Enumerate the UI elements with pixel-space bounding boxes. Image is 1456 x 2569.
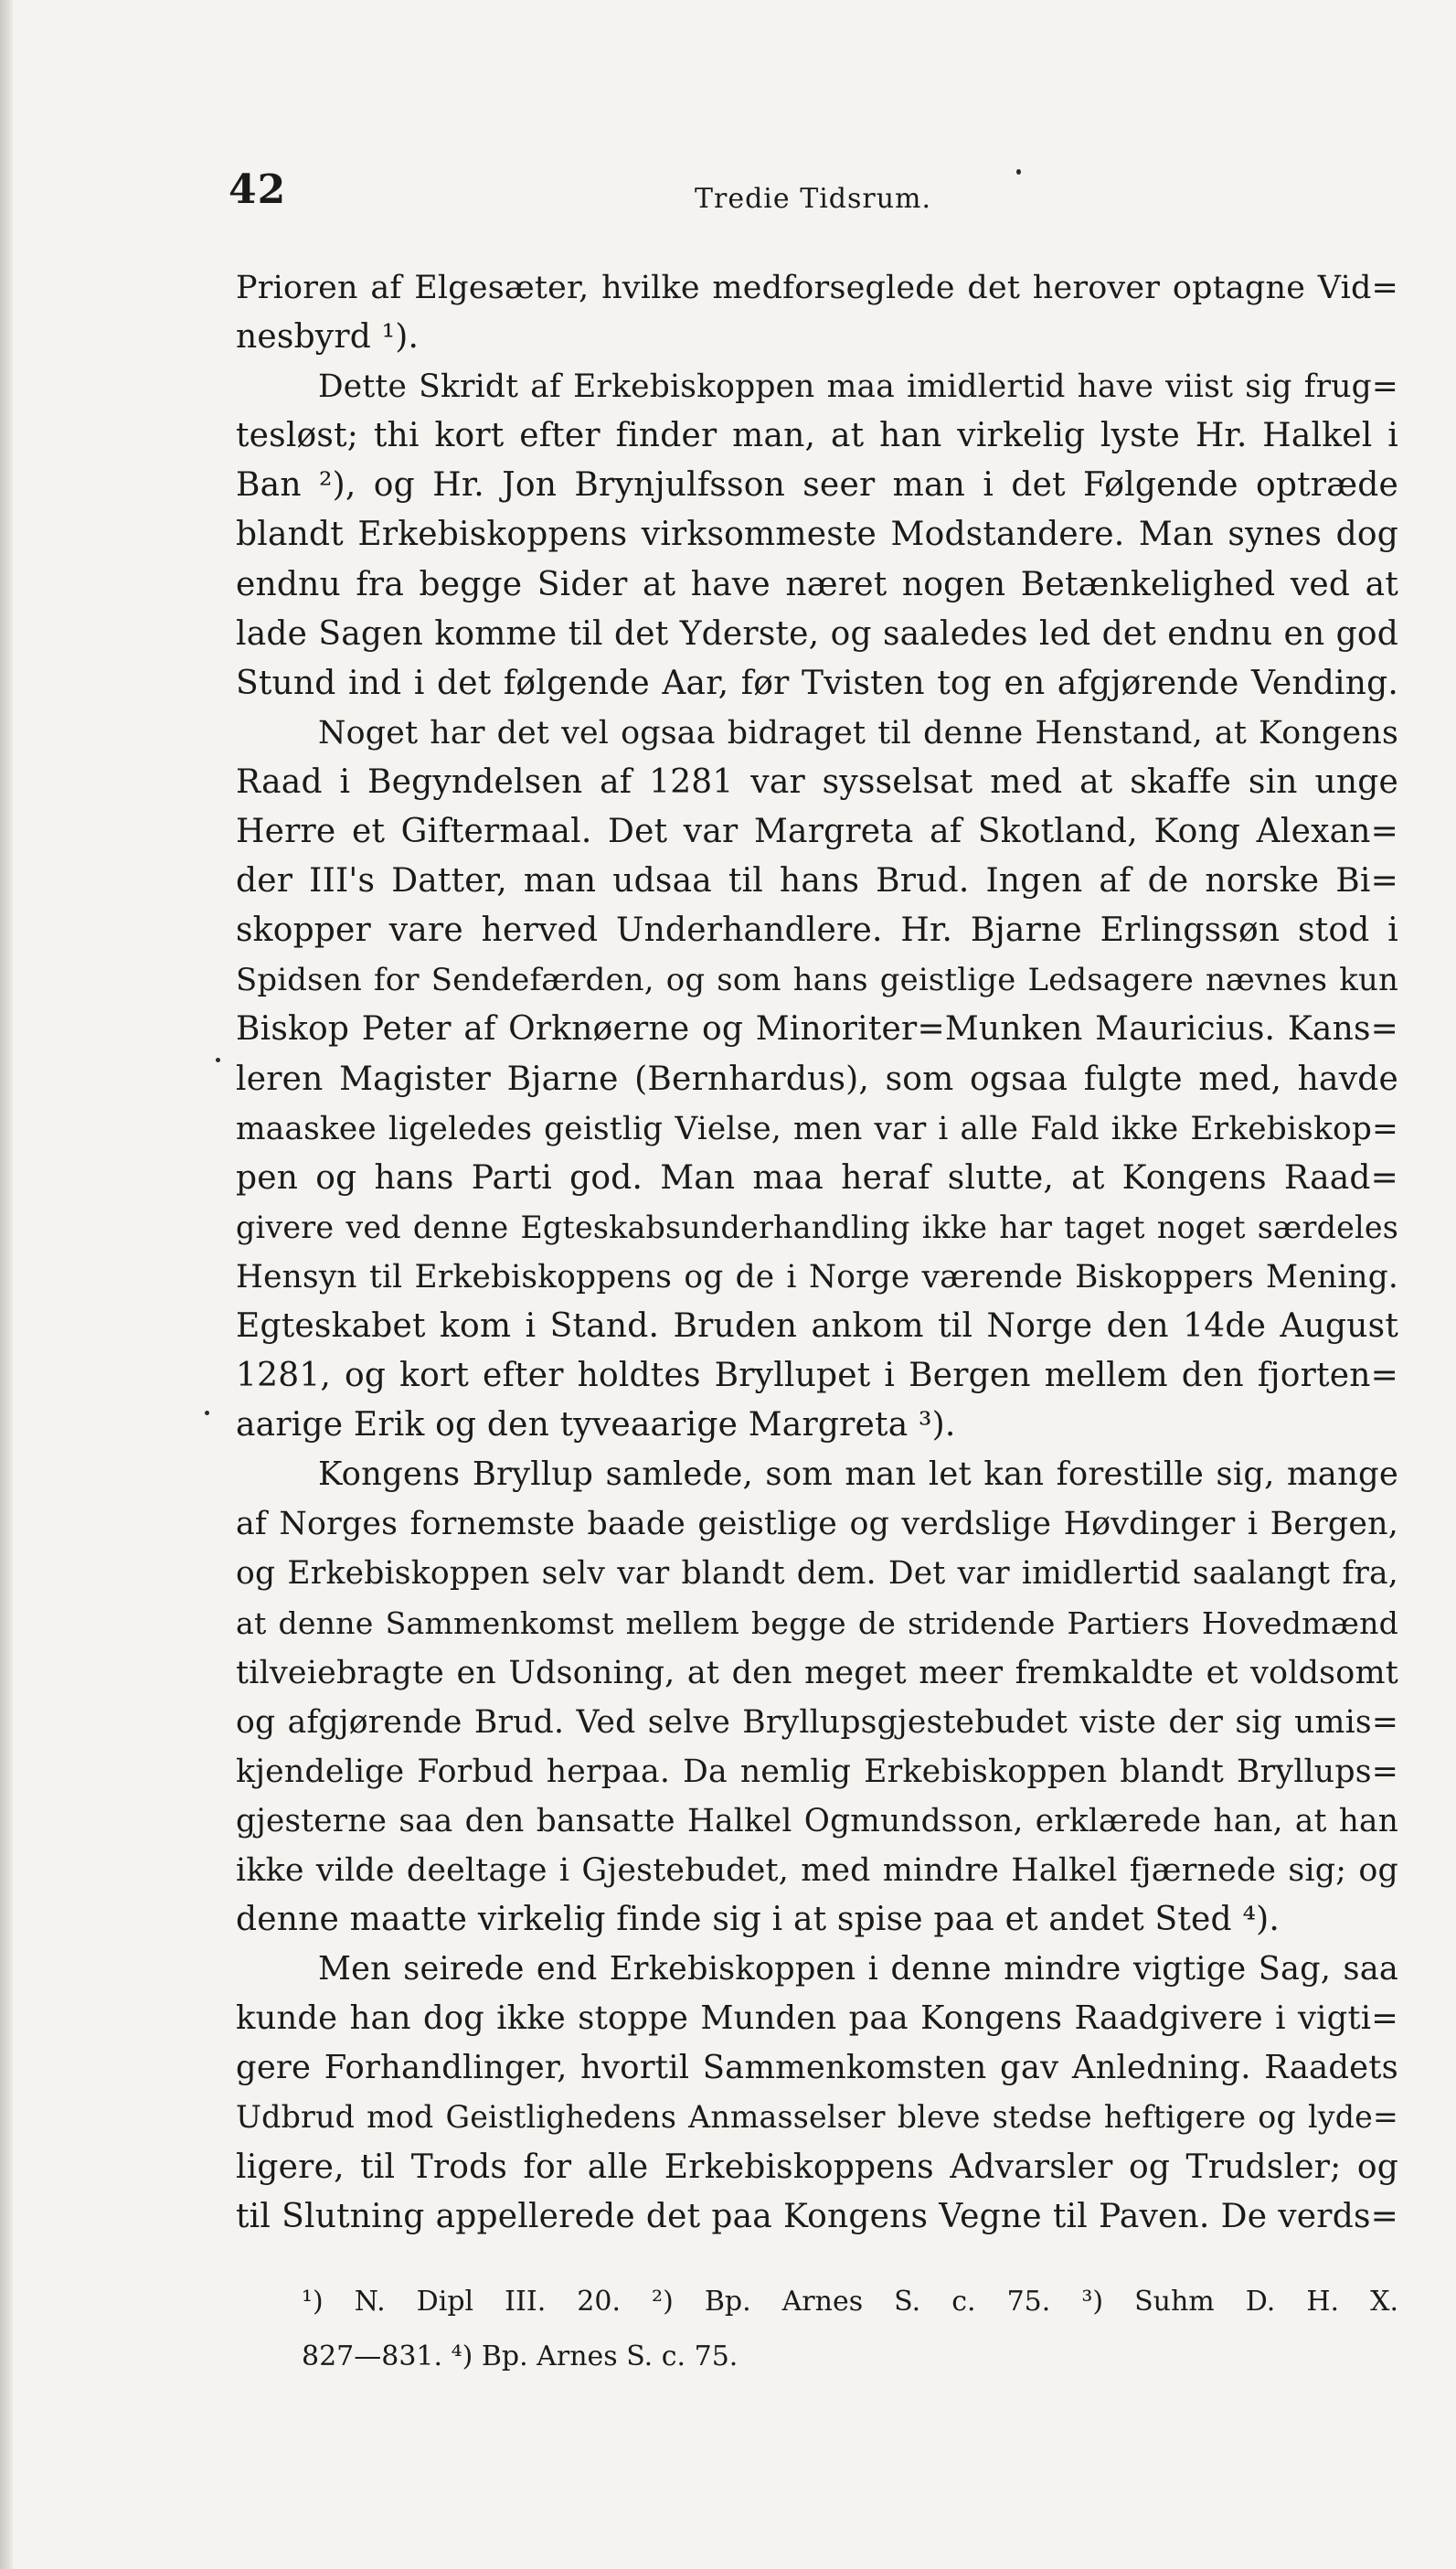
ink-speck [205, 1411, 209, 1415]
text-line: Ban ²), og Hr. Jon Brynjulfsson seer man i det Følgende optræde [236, 466, 1398, 505]
footnotes [302, 2275, 1398, 2384]
page-edge-shadow [0, 0, 13, 2569]
text-line: aarige Erik og den tyveaarige Margreta ³). [236, 1406, 956, 1444]
text-line: Raad i Begyndelsen af 1281 var sysselsat med at skaffe sin unge [236, 762, 1398, 801]
text-line: ikke vilde deeltage i Gjestebudet, med mindre Halkel fjærnede sig; og [236, 1852, 1398, 1889]
text-line: Egteskabet kom i Stand. Bruden ankom til Norge den 14de August [236, 1306, 1398, 1345]
text-line: maaskee ligeledes geistlig Vielse, men var i alle Fald ikke Erkebiskop= [236, 1110, 1398, 1147]
footnote-line: 827—831. ⁴) Bp. Arnes S. c. 75. [302, 2340, 739, 2372]
text-line: nesbyrd ¹). [236, 318, 420, 357]
text-line: endnu fra begge Sider at have næret nogen Betænkelighed ved at [236, 565, 1398, 603]
text-line: Herre et Giftermaal. Det var Margreta af Skotland, Kong Alexan= [236, 813, 1398, 851]
text-line: gjesterne saa den bansatte Halkel Ogmundsson, erklærede han, at han [236, 1802, 1398, 1839]
text-line: til Slutning appellerede det paa Kongens Vegne til Paven. De verds= [236, 2197, 1398, 2235]
text-line: tesløst; thi kort efter finder man, at han virkelig lyste Hr. Halkel i [236, 417, 1398, 455]
paragraph-start-line: Men seirede end Erkebiskoppen i denne mindre vigtige Sag, saa [318, 1950, 1398, 1988]
text-line: 1281, og kort efter holdtes Bryllupet i Bergen mellem den fjorten= [236, 1357, 1398, 1395]
page-header [228, 163, 1398, 227]
text-line: denne maatte virkelig finde sig i at spise paa et andet Sted ⁴). [236, 1901, 1280, 1939]
text-line: at denne Sammenkomst mellem begge de stridende Partiers Hovedmænd [236, 1604, 1398, 1641]
text-line: Prioren af Elgesæter, hvilke medforseglede det herover optagne Vid= [236, 270, 1398, 306]
running-head: Tredie Tidsrum. [695, 183, 932, 215]
paragraph-start-line: Kongens Bryllup samlede, som man let kan forestille sig, mange [318, 1455, 1398, 1494]
text-line: pen og hans Parti god. Man maa heraf slutte, at Kongens Raad= [236, 1158, 1398, 1197]
text-line: og Erkebiskoppen selv var blandt dem. Det var imidlertid saalangt fra, [236, 1555, 1398, 1593]
text-line: og afgjørende Brud. Ved selve Bryllupsgjestebudet viste der sig umis= [236, 1703, 1398, 1741]
text-line: der III's Datter, man udsaa til hans Brud. Ingen af de norske Bi= [236, 862, 1398, 901]
text-line: skopper vare herved Underhandlere. Hr. Bjarne Erlingssøn stod i [236, 911, 1398, 950]
page-number: 42 [228, 166, 287, 213]
text-line: tilveiebragte en Udsoning, at den meget meer fremkaldte et voldsomt [236, 1654, 1398, 1691]
footnote-line: ¹) N. Dipl III. 20. ²) Bp. Arnes S. c. 75. ³) Suhm D. H. X. [302, 2286, 1398, 2318]
text-line: leren Magister Bjarne (Bernhardus), som ogsaa fulgte med, havde [236, 1060, 1398, 1098]
text-line: Biskop Peter af Orknøerne og Minoriter=Munken Mauricius. Kans= [236, 1010, 1398, 1049]
text-line: Stund ind i det følgende Aar, før Tvisten tog en afgjørende Vending. [236, 664, 1398, 702]
text-line: Udbrud mod Geistlighedens Anmasselser bleve stedse heftigere og lyde= [236, 2099, 1398, 2136]
text-line: gere Forhandlinger, hvortil Sammenkomsten gav Anledning. Raadets [236, 2049, 1398, 2087]
text-line: kunde han dog ikke stoppe Munden paa Kongens Raadgivere i vigti= [236, 1999, 1398, 2038]
text-line: Hensyn til Erkebiskoppens og de i Norge værende Biskoppers Mening. [236, 1258, 1398, 1295]
ink-speck [1016, 169, 1021, 175]
body-text [236, 263, 1398, 2242]
text-line: kjendelige Forbud herpaa. Da nemlig Erkebiskoppen blandt Bryllups= [236, 1753, 1398, 1790]
text-line: blandt Erkebiskoppens virksommeste Modstandere. Man synes dog [236, 516, 1398, 554]
text-line: af Norges fornemste baade geistlige og verdslige Høvdinger i Bergen, [236, 1506, 1398, 1543]
paragraph-start-line: Noget har det vel ogsaa bidraget til denne Henstand, at Kongens [318, 714, 1398, 752]
ink-speck [216, 1058, 220, 1062]
text-line: Spidsen for Sendefærden, og som hans geistlige Ledsagere nævnes kun [236, 962, 1398, 998]
text-line: lade Sagen komme til det Yderste, og saaledes led det endnu en god [236, 614, 1398, 653]
paragraph-start-line: Dette Skridt af Erkebiskoppen maa imidlertid have viist sig frug= [318, 368, 1398, 406]
text-line: givere ved denne Egteskabsunderhandling ikke har taget noget særdeles [236, 1209, 1398, 1245]
text-line: ligere, til Trods for alle Erkebiskoppens Advarsler og Trudsler; og [236, 2148, 1398, 2186]
